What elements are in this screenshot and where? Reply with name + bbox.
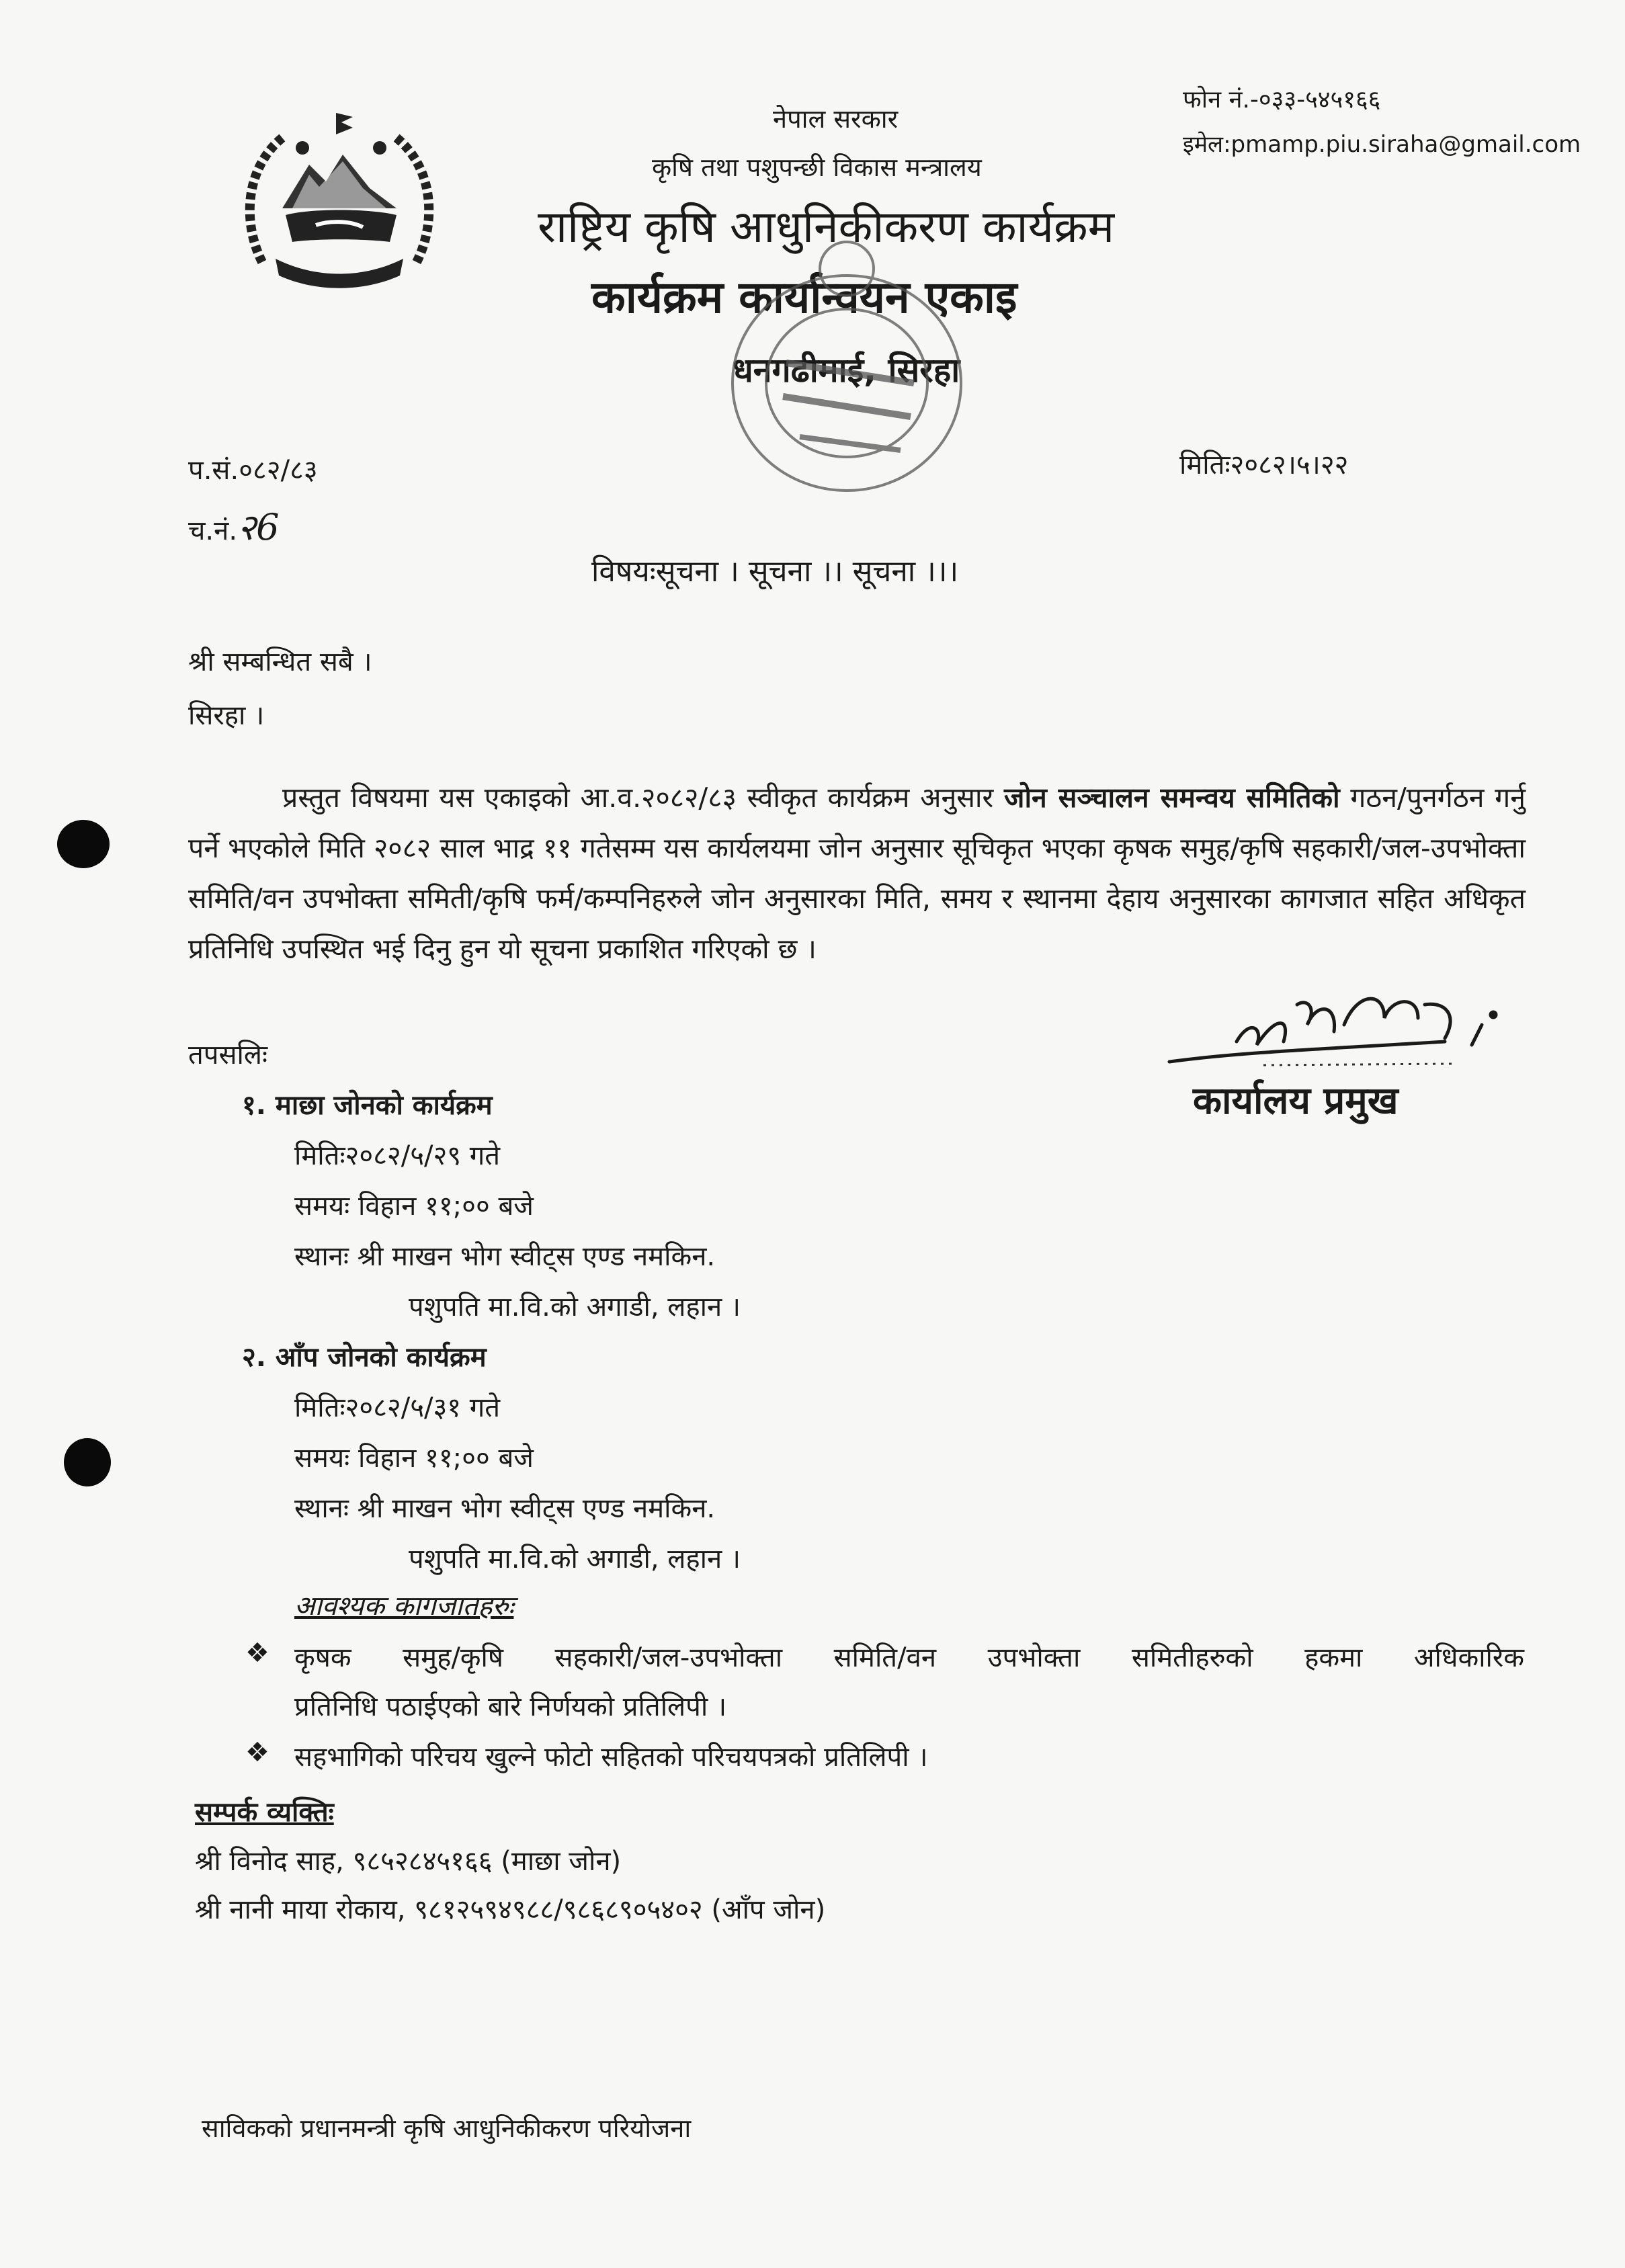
bullet-icon: ❖ [245, 1737, 269, 1768]
details-label: तपसलिः [188, 1040, 268, 1070]
letter-date: मितिः२०८२।५।२२ [1179, 450, 1349, 480]
mango-zone-place-detail: पशुपति मा.वि.को अगाडी, लहान । [409, 1544, 741, 1574]
email-address: इमेल:pmamp.piu.siraha@gmail.com [1183, 131, 1581, 158]
requirement-1-line-1: कृषक समुह/कृषि सहकारी/जल-उपभोक्ता समिति/वन उपभोक्ता समितीहरुको हकमा अधिकारिक [294, 1642, 1524, 1673]
fish-zone-date: मितिः२०८२/५/२९ गते [294, 1140, 501, 1171]
nepal-emblem-logo [235, 108, 444, 302]
government-name: नेपाल सरकार [773, 104, 899, 134]
letter-reference-number: प.सं.०८२/८३ [188, 455, 318, 486]
punch-hole-mark [57, 820, 110, 868]
punch-hole-mark [64, 1438, 111, 1486]
signatory-title: कार्यालय प्रमुख [1193, 1079, 1399, 1123]
office-stamp [712, 228, 981, 511]
office-location: धनगढीमाई, सिरहा [733, 351, 960, 390]
mango-zone-heading: २. आँप जोनको कार्यक्रम [242, 1342, 487, 1373]
requirement-1-line-2: प्रतिनिधि पठाईएको बारे निर्णयको प्रतिलिपी । [294, 1691, 727, 1722]
bullet-icon: ❖ [245, 1638, 269, 1669]
unit-name: कार्यक्रम कार्यान्वयन एकाइ [591, 271, 1017, 323]
phone-number: फोन नं.-०३३-५४५१६६ [1183, 86, 1381, 114]
mango-zone-place: स्थानः श्री माखन भोग स्वीट्स एण्ड नमकिन. [294, 1493, 716, 1524]
dispatch-number-handwritten: २6 [237, 506, 280, 548]
contact-person: श्री विनोद साह, ९८५२८४५१६६ (माछा जोन) [195, 1846, 622, 1877]
body-text-bold: जोन सञ्चालन समन्वय समितिको [1004, 782, 1340, 814]
required-documents-heading: आवश्यक कागजातहरुः [294, 1591, 514, 1622]
fish-zone-place-detail: पशुपति मा.वि.को अगाडी, लहान । [409, 1292, 741, 1322]
requirement-2-line-1: सहभागिको परिचय खुल्ने फोटो सहितको परिचयपत्रको प्रतिलिपी । [294, 1742, 928, 1773]
contact-persons-heading: सम्पर्क व्यक्तिः [195, 1797, 334, 1828]
fish-zone-heading: १. माछा जोनको कार्यक्रम [242, 1090, 493, 1121]
subject-line: विषयःसूचना । सूचना ।। सूचना ।।। [591, 554, 959, 589]
addressee-line-1: श्री सम्बन्धित सबै । [188, 646, 372, 677]
fish-zone-time: समयः विहान ११;०० बजे [294, 1191, 534, 1222]
program-name: राष्ट्रिय कृषि आधुनिकीकरण कार्यक्रम [538, 201, 1115, 253]
addressee-line-2: सिरहा । [188, 700, 265, 731]
handwritten-signature [1163, 978, 1499, 1072]
ministry-name: कृषि तथा पशुपन्छी विकास मन्त्रालय [652, 153, 982, 182]
body-text-1: प्रस्तुत विषयमा यस एकाइको आ.व.२०८२/८३ स्वीकृत कार्यक्रम अनुसार [282, 782, 1005, 814]
mango-zone-date: मितिः२०८२/५/३१ गते [294, 1392, 501, 1423]
fish-zone-place: स्थानः श्री माखन भोग स्वीट्स एण्ड नमकिन. [294, 1241, 716, 1272]
contact-person: श्री नानी माया रोकाय, ९८१२५९४९८८/९८६८९०५४०२ (आँप जोन) [195, 1894, 826, 1925]
dispatch-label: च.नं. [188, 515, 238, 546]
body-paragraph [188, 773, 1526, 974]
footer-note: साविकको प्रधानमन्त्री कृषि आधुनिकीकरण परियोजना [202, 2113, 692, 2143]
mango-zone-time: समयः विहान ११;०० बजे [294, 1443, 534, 1474]
body-text-2: गठन/पुनर्गठन गर्नु पर्ने भएकोले मिति २०८२ साल भाद्र ११ गतेसम्म यस कार्यलयमा जोन अनुसार सूचिकृत भएका कृषक समुह/कृषि सहकारी/जल-उपभोक्ता समिति/वन उपभोक्ता समिती/कृषि फर्म/कम्पनिहरुले जोन अनुसारका मिति, समय र स्थानमा देहाय अनुसारका कागजात सहित अधिकृत प्रतिनिधि उपस्थित भई दिनु हुन यो सूचना प्रकाशित गरिएको छ । [188, 782, 1526, 965]
dispatch-number [188, 501, 279, 550]
